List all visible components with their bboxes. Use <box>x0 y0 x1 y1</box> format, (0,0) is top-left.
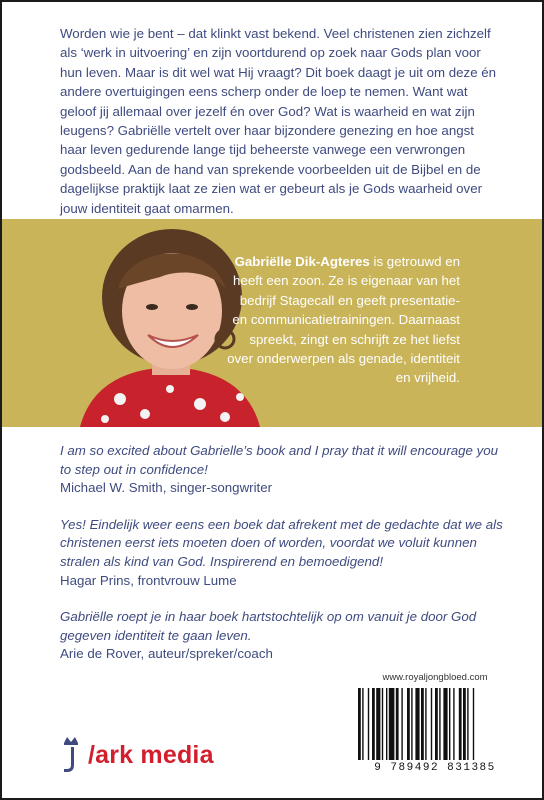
endorsement-text: I am so excited about Gabrielle’s book and I pray that it will encourage you to step out in confidence! <box>60 443 499 477</box>
isbn-digits: 9 789492 831385 <box>374 762 496 774</box>
endorsement-attribution: Arie de Rover, auteur/spreker/coach <box>60 646 273 662</box>
endorsement <box>60 442 510 498</box>
endorsement-text: Gabriëlle roept je in haar boek hartstochtelijk op om vanuit je door God gegeven identiteit te gaan leven. <box>60 609 477 643</box>
endorsement <box>60 608 510 664</box>
book-blurb: Worden wie je bent – dat klinkt vast bekend. Veel christenen zien zichzelf als ‘werk in uitvoering’ en zijn voortdurend op zoek naar Gods plan voor hun leven. Maar is dit wel wat Hij vraagt? Dit boek daagt je uit om deze én andere overtuigingen eens scherp onder de loep te nemen. Want wat geloof jij allemaal over jezelf én over God? Wat is waarheid en wat zijn leugens? Gabriëlle vertelt over haar bijzondere genezing en hoe angst haar leven gedurende lange tijd beheerste vanwege een verwrongen godsbeeld. Aan de hand van sprekende voorbeelden uit de Bijbel en de dagelijkse praktijk laat ze zien wat er gebeurt als je Gods waarheid over jouw identiteit gaat omarmen. <box>60 26 497 216</box>
endorsement-attribution: Michael W. Smith, singer-songwriter <box>60 480 273 496</box>
endorsements <box>60 442 510 682</box>
endorsement <box>60 516 510 590</box>
isbn-barcode <box>352 686 518 778</box>
endorsement-attribution: Hagar Prins, frontvrouw Lume <box>60 572 237 588</box>
book-back-cover <box>2 2 542 798</box>
author-name: Gabriëlle Dik-Agteres <box>234 254 370 269</box>
author-bio-text: is getrouwd en heeft een zoon. Ze is eigenaar van het bedrijf Stagecall en geeft presentatie- en communicatietrainingen. Daarnaast spreekt, zingt en schrijft ze het liefst over onderwerpen als genade, identiteit en vrijheid. <box>227 254 460 386</box>
endorsement-text: Yes! Eindelijk weer eens een boek dat afrekent met de gedachte dat we als christenen eerst iets moeten doen of worden, voordat we voluit kunnen stralen als kind van God. Inspirerend en bemoedigend! <box>60 516 503 569</box>
author-band <box>2 219 542 427</box>
publisher-logo <box>60 735 214 775</box>
crown-j-logo-icon <box>60 735 82 775</box>
barcode-bars <box>358 688 512 760</box>
publisher-website: www.royaljongbloed.com <box>382 672 488 683</box>
publisher-name: /ark media <box>88 740 214 769</box>
author-bio <box>222 252 460 388</box>
